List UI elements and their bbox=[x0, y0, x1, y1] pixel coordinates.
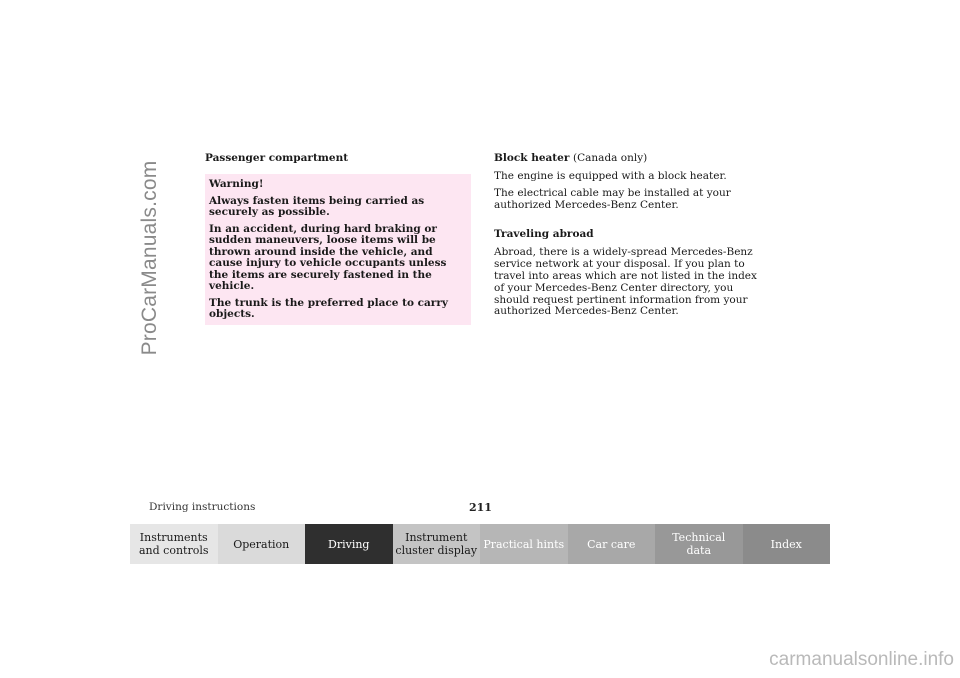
right-column bbox=[494, 152, 759, 323]
tab-practical-hints[interactable] bbox=[480, 524, 568, 564]
block-heater-title: Block heater bbox=[494, 152, 570, 164]
traveling-abroad-heading: Traveling abroad bbox=[494, 228, 594, 241]
warning-paragraph: Always fasten items being carried as securely as possible. bbox=[209, 194, 425, 218]
left-column bbox=[205, 152, 470, 325]
tab-label-line1: Driving bbox=[328, 537, 370, 551]
passenger-compartment-heading: Passenger compartment bbox=[205, 152, 349, 164]
tab-operation[interactable] bbox=[218, 524, 306, 564]
tab-index[interactable] bbox=[743, 524, 831, 564]
bottom-watermark: carmanualsonline.info bbox=[769, 649, 954, 670]
block-heater-paragraph: The engine is equipped with a block heater. bbox=[494, 170, 727, 182]
tab-label-line1: Index bbox=[770, 537, 802, 551]
tab-instruments-and-controls[interactable] bbox=[130, 524, 218, 564]
page-number: 211 bbox=[469, 501, 492, 514]
block-heater-note: (Canada only) bbox=[573, 152, 648, 164]
traveling-abroad-paragraph: Abroad, there is a widely-spread Mercedes-Benz service network at your disposal. If you plan to travel into areas which are not listed in the index of your Mercedes-Benz Center directory, you should request pertinent information from your authorized Mercedes-Benz Center. bbox=[494, 246, 757, 318]
warning-paragraph: The trunk is the preferred place to carry objects. bbox=[209, 296, 448, 320]
chapter-nav-bar bbox=[130, 524, 830, 564]
warning-box bbox=[205, 174, 471, 325]
tab-driving[interactable] bbox=[305, 524, 393, 564]
tab-label-line2: cluster display bbox=[395, 544, 478, 557]
tab-car-care[interactable] bbox=[568, 524, 656, 564]
tab-label-line2: data bbox=[686, 544, 712, 557]
tab-label-line1: Technical bbox=[672, 531, 726, 544]
tab-label-line1: Instruments bbox=[139, 531, 208, 544]
side-watermark: ProCarManuals.com bbox=[138, 160, 161, 356]
block-heater-heading bbox=[494, 152, 759, 165]
tab-label-line2: and controls bbox=[138, 544, 209, 557]
tab-technical-data[interactable] bbox=[655, 524, 743, 564]
tab-label-line1: Operation bbox=[233, 537, 290, 551]
section-title: Driving instructions bbox=[149, 501, 256, 513]
warning-title: Warning! bbox=[209, 178, 264, 190]
warning-paragraph: In an accident, during hard braking or sudden maneuvers, loose items will be thrown around inside the vehicle, and cause injury to vehicle occupants unless the items are securely fastened in the vehicle. bbox=[209, 222, 447, 292]
tab-label-line1: Car care bbox=[587, 537, 636, 551]
block-heater-paragraph: The electrical cable may be installed at your authorized Mercedes-Benz Center. bbox=[494, 186, 731, 211]
tab-instrument-cluster-display[interactable] bbox=[393, 524, 481, 564]
tab-label-line1: Practical hints bbox=[483, 537, 565, 551]
tab-label-line1: Instrument bbox=[405, 531, 468, 544]
